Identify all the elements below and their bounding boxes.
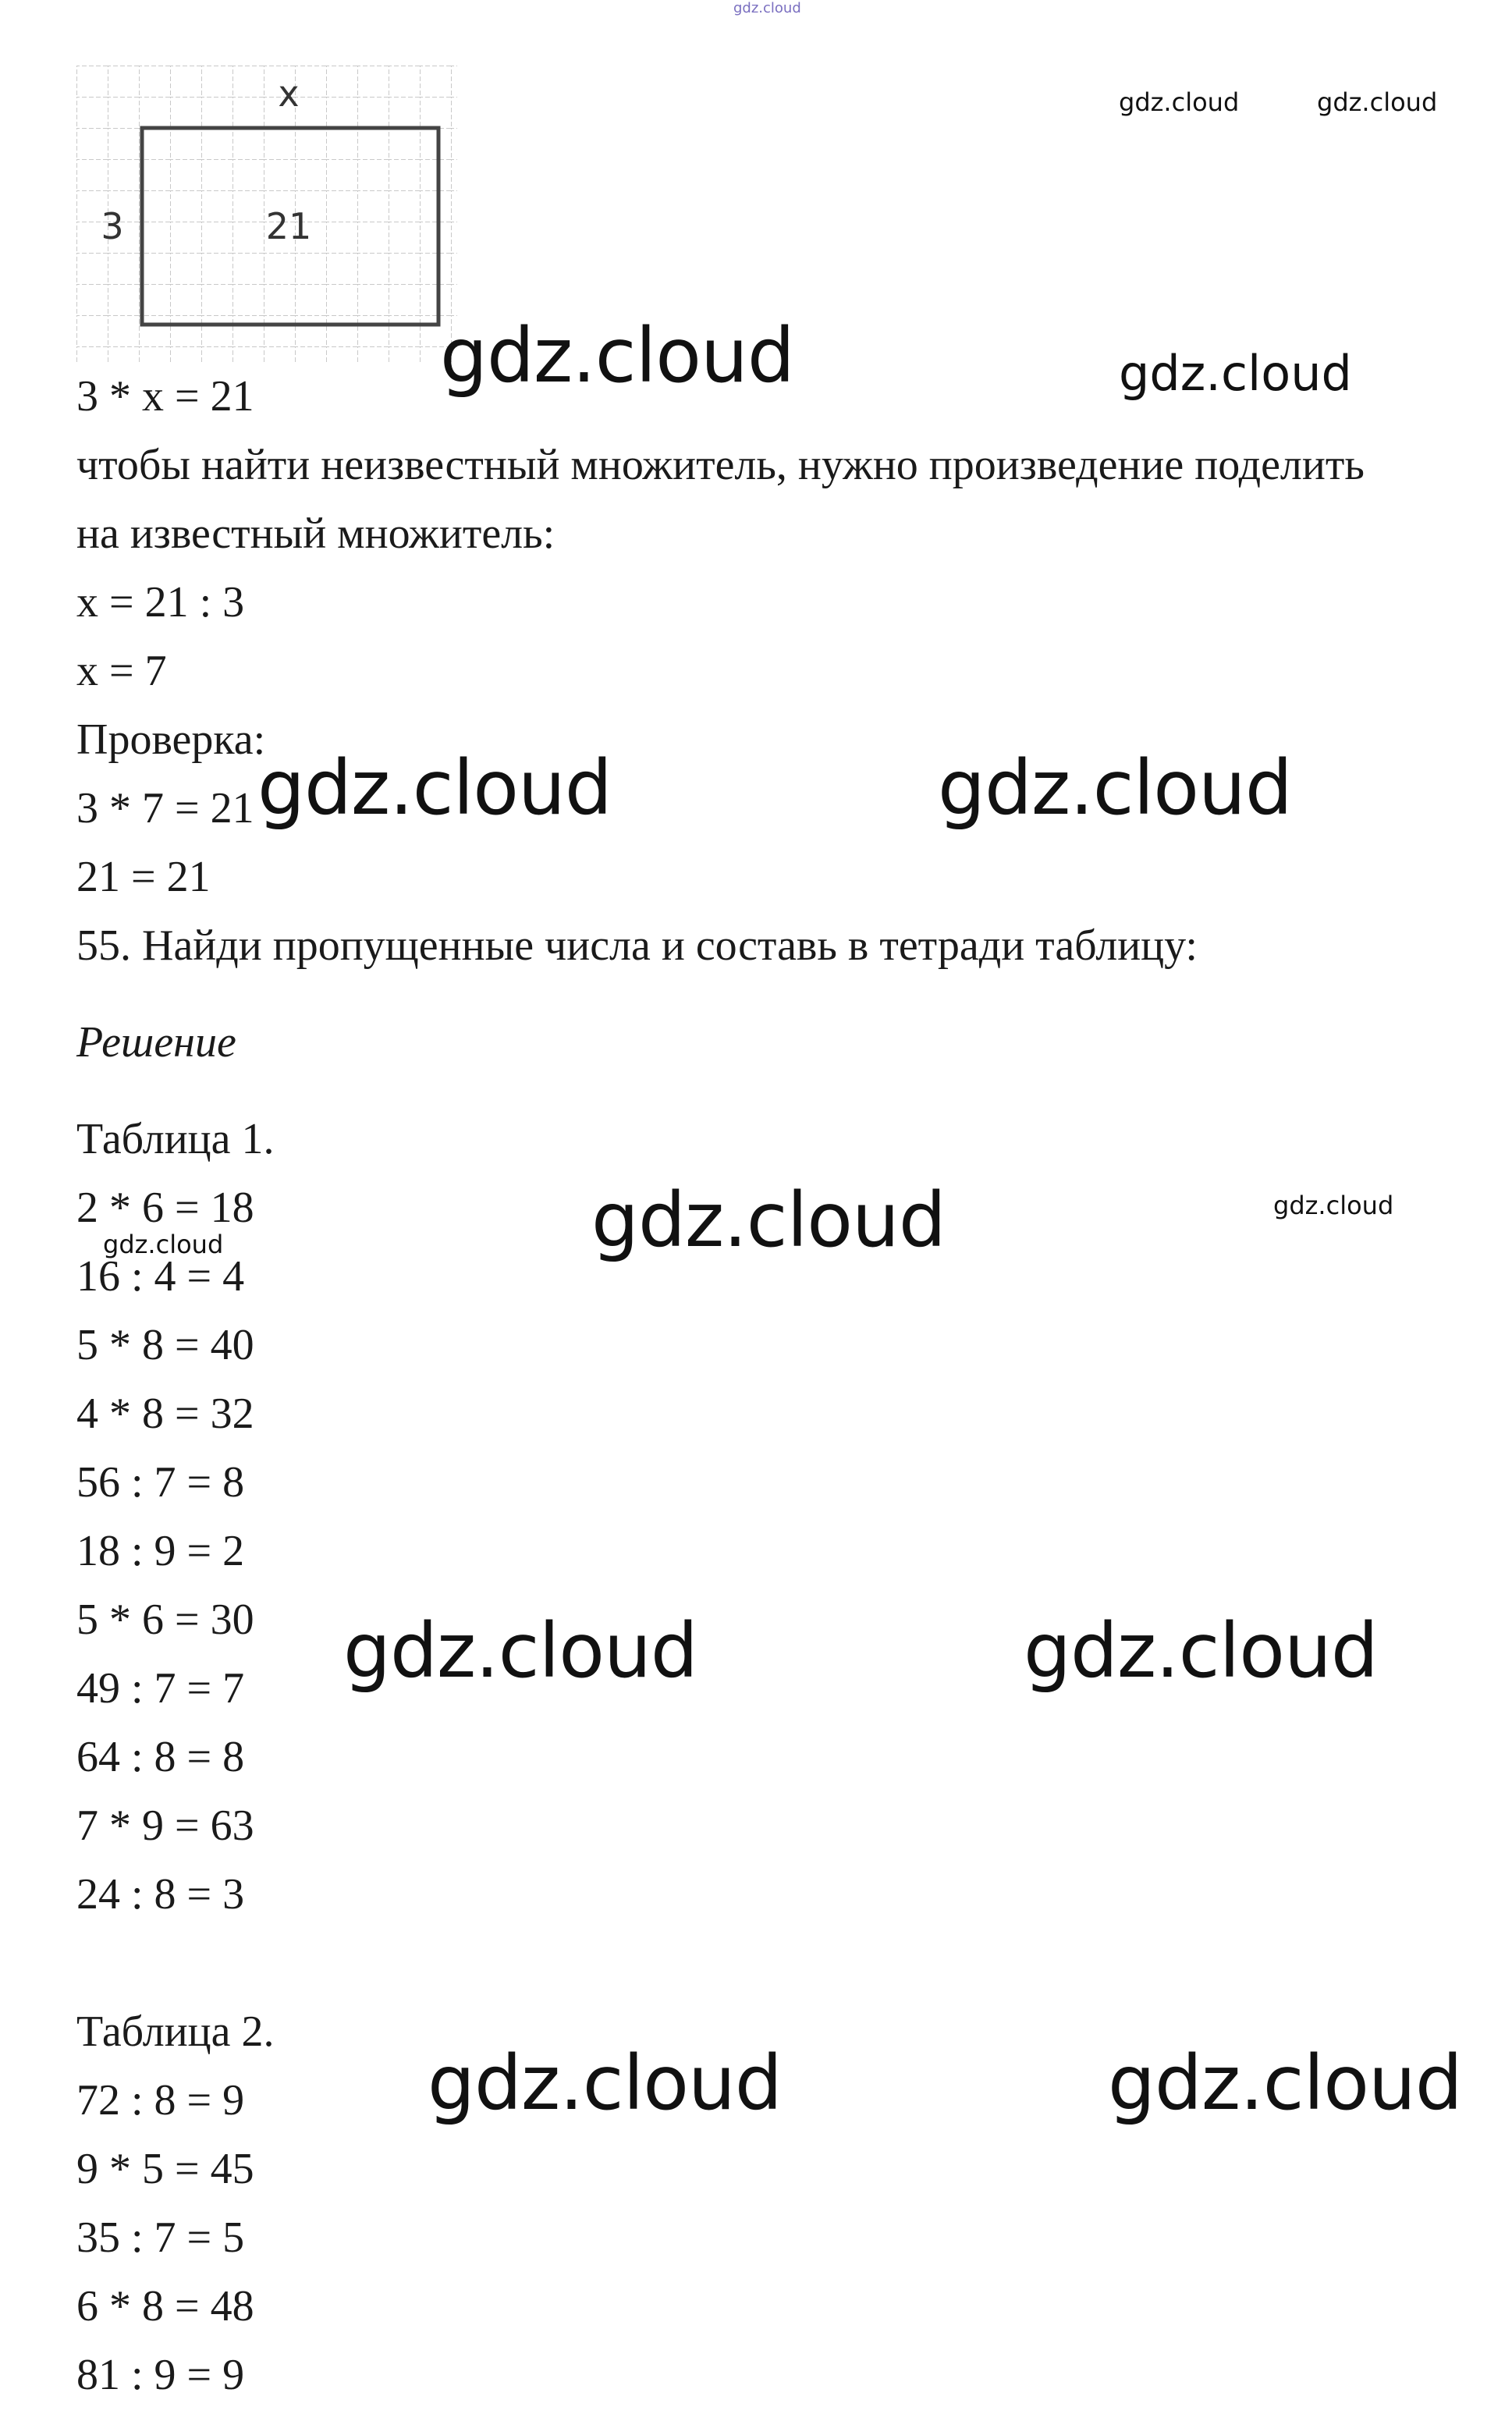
- watermark: gdz.cloud: [591, 1177, 946, 1264]
- table-1-row: 5 * 6 = 30: [76, 1596, 254, 1644]
- table-1-row: 56 : 7 = 8: [76, 1458, 245, 1507]
- table-2-row: 72 : 8 = 9: [76, 2076, 245, 2125]
- table-2-row: 81 : 9 = 9: [76, 2351, 245, 2399]
- table-1-row: 64 : 8 = 8: [76, 1733, 245, 1781]
- table-1-row: 49 : 7 = 7: [76, 1664, 245, 1713]
- watermark: gdz.cloud: [1317, 87, 1438, 117]
- figure-left-label: 3: [101, 205, 124, 247]
- equation-line: 3 * x = 21: [76, 372, 254, 421]
- watermark: gdz.cloud: [343, 1607, 697, 1695]
- check-line-1: 3 * 7 = 21: [76, 784, 254, 832]
- solution-heading: Решение: [76, 1018, 236, 1067]
- check-heading: Проверка:: [76, 715, 266, 764]
- watermark-top: gdz.cloud: [733, 0, 801, 16]
- table-1-row: 16 : 4 = 4: [76, 1252, 245, 1301]
- table-1-row: 5 * 8 = 40: [76, 1321, 254, 1369]
- watermark: gdz.cloud: [1119, 87, 1240, 117]
- watermark: gdz.cloud: [428, 2039, 782, 2127]
- watermark: gdz.cloud: [1273, 1191, 1394, 1220]
- watermark: gdz.cloud: [440, 312, 794, 399]
- table-1-heading: Таблица 1.: [76, 1115, 275, 1163]
- equation-line: x = 7: [76, 647, 167, 695]
- watermark: gdz.cloud: [1119, 345, 1352, 402]
- table-2-row: 9 * 5 = 45: [76, 2145, 254, 2193]
- watermark: gdz.cloud: [938, 744, 1292, 832]
- watermark: gdz.cloud: [1024, 1607, 1378, 1695]
- watermark: gdz.cloud: [1108, 2039, 1462, 2127]
- table-1-row: 4 * 8 = 32: [76, 1390, 254, 1438]
- rule-line-2: на известный множитель:: [76, 509, 555, 558]
- table-1-row: 18 : 9 = 2: [76, 1527, 245, 1575]
- task-title: 55. Найди пропущенные числа и составь в тетради таблицу:: [76, 921, 1198, 970]
- rule-line-1: чтобы найти неизвестный множитель, нужно произведение поделить: [76, 441, 1365, 489]
- watermark: gdz.cloud: [103, 1230, 224, 1259]
- watermark: gdz.cloud: [257, 744, 612, 832]
- table-2-row: 6 * 8 = 48: [76, 2282, 254, 2330]
- table-1-row: 24 : 8 = 3: [76, 1870, 245, 1919]
- rectangle-figure: [76, 66, 457, 362]
- check-line-2: 21 = 21: [76, 853, 211, 901]
- table-2-row: 35 : 7 = 5: [76, 2213, 245, 2262]
- equation-line: x = 21 : 3: [76, 578, 245, 627]
- table-1-row: 7 * 9 = 63: [76, 1802, 254, 1850]
- table-2-heading: Таблица 2.: [76, 2007, 275, 2056]
- figure-top-label: x: [278, 73, 300, 115]
- figure-center-label: 21: [265, 205, 312, 247]
- table-1-row: 2 * 6 = 18: [76, 1184, 254, 1232]
